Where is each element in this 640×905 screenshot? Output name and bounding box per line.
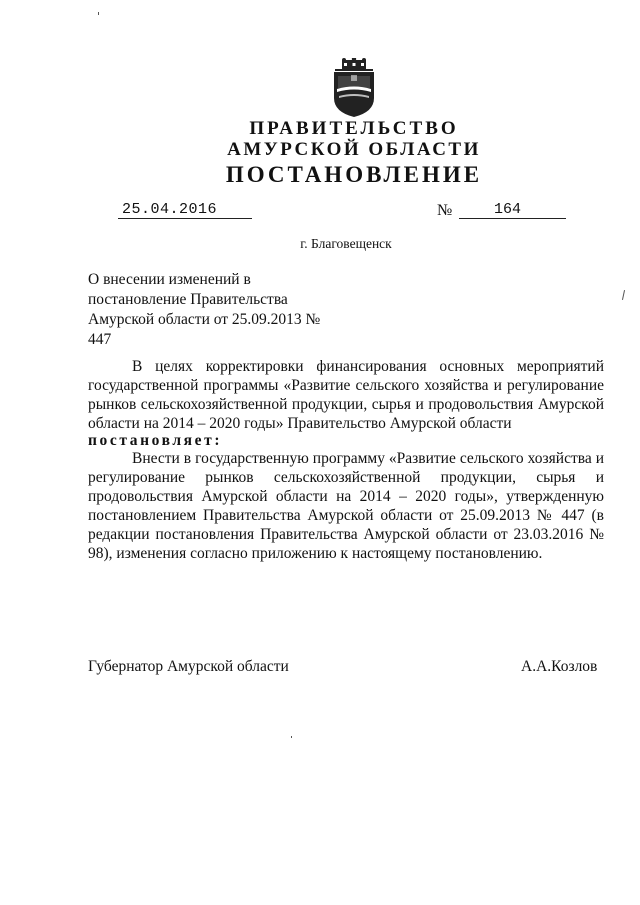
preamble-paragraph: В целях корректировки финансирования основных мероприятий государственной программы «Развитие сельского хозяйства и регулирование рынков сельскохозяйственной продукции, сырья и продовольствия Амурской области на 2014 – 2020 годы» Правительство Амурской области [88, 358, 604, 432]
document-number: 164 [494, 201, 522, 218]
scan-speck [291, 736, 292, 738]
document-date: 25.04.2016 [122, 201, 218, 218]
signatory-name: А.А.Козлов [521, 658, 598, 675]
decree-word: постановляет: [88, 432, 223, 449]
number-underline [459, 218, 566, 219]
date-underline [118, 218, 252, 219]
document-subject: О внесении изменений в постановление Правительства Амурской области от 25.09.2013 № 447 [88, 271, 321, 348]
region-title: АМУРСКОЙ ОБЛАСТИ [227, 139, 481, 160]
scan-speck [98, 12, 99, 15]
signatory-title: Губернатор Амурской области [88, 658, 289, 675]
government-title: ПРАВИТЕЛЬСТВО [249, 118, 459, 139]
number-sign: № [437, 202, 453, 219]
scan-speck [622, 290, 625, 300]
document-type-title: ПОСТАНОВЛЕНИЕ [225, 162, 483, 187]
decree-paragraph: Внести в государственную программу «Развитие сельского хозяйства и регулирование рынков сельскохозяйственной продукции, сырья и продовольствия Амурской области на 2014 – 2020 годы», утвержденную постановлением Правительства Амурской области от 25.09.2013 № 447 (в редакции постановления Правительства Амурской области от 23.03.2016 № 98), изменения согласно приложению к настоящему постановлению. [88, 450, 604, 562]
issue-city: г. Благовещенск [300, 236, 392, 251]
coat-of-arms-emblem [329, 58, 379, 118]
